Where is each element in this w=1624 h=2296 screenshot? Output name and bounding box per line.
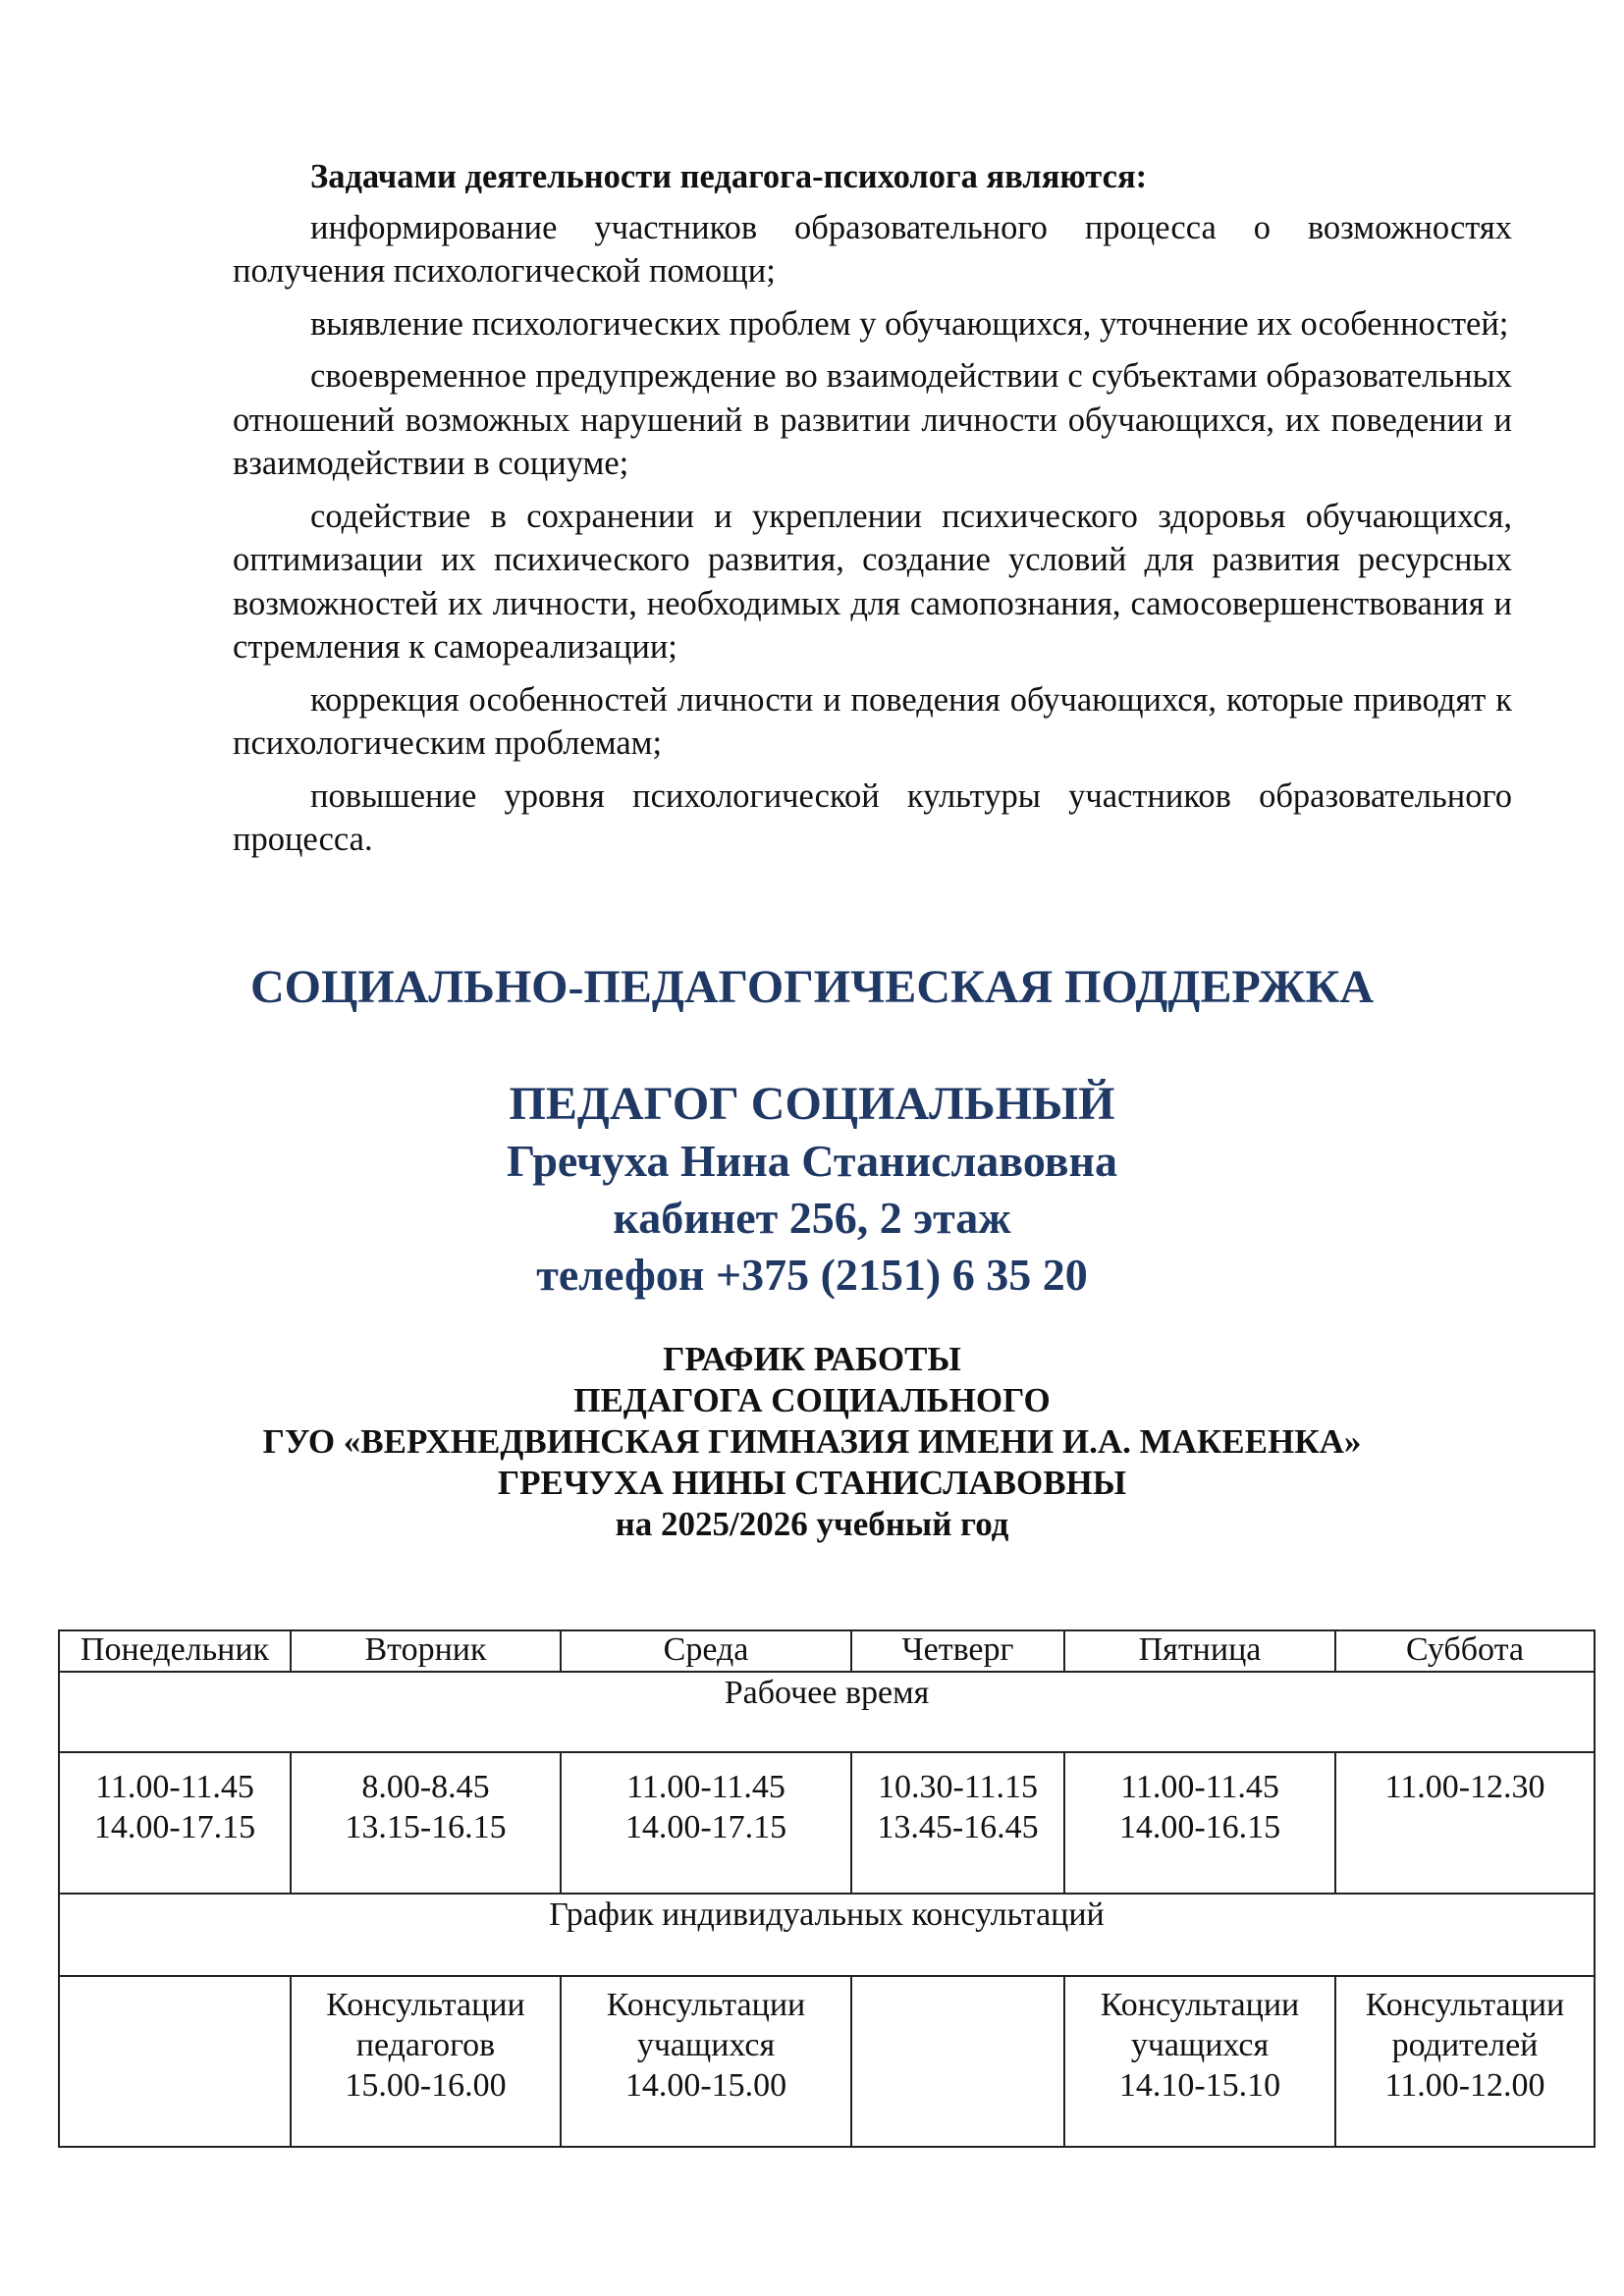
work-hours-cell — [851, 1752, 1064, 1894]
work-hours-cell — [561, 1752, 851, 1894]
consult-cell — [851, 1976, 1064, 2147]
schedule-title-line-2: ПЕДАГОГА СОЦИАЛЬНОГО — [573, 1381, 1051, 1419]
schedule-title-line-5: на 2025/2026 учебный год — [615, 1505, 1009, 1543]
work-hours-cell — [291, 1752, 561, 1894]
work-hours-line: 8.00-8.45 — [361, 1769, 490, 1805]
contact-room: кабинет 256, 2 этаж — [613, 1193, 1011, 1243]
contact-block — [0, 1076, 1624, 1304]
consult-line: Консультации — [606, 1987, 806, 2023]
work-time-label-row — [59, 1672, 1595, 1752]
task-item-5: коррекция особенностей личности и поведения обучающихся, которые приводят к психологическим проблемам; — [233, 680, 1512, 762]
work-hours-line: 14.00-16.15 — [1118, 1809, 1281, 1845]
work-hours-cell — [1064, 1752, 1335, 1894]
header-thursday: Четверг — [851, 1630, 1064, 1672]
consult-line: учащихся — [636, 2027, 776, 2063]
consult-line: 14.00-15.00 — [624, 2067, 787, 2104]
work-hours-line: 11.00-11.45 — [95, 1769, 254, 1805]
consult-line: учащихся — [1130, 2027, 1270, 2063]
schedule-title-line-1: ГРАФИК РАБОТЫ — [663, 1340, 961, 1378]
consult-label-row — [59, 1894, 1595, 1976]
header-saturday: Суббота — [1335, 1630, 1595, 1672]
header-tuesday: Вторник — [291, 1630, 561, 1672]
task-item-2: выявление психологических проблем у обучающихся, уточнение их особенностей; — [310, 304, 1509, 343]
work-hours-line: 13.45-16.45 — [877, 1809, 1039, 1845]
consult-line: педагогов — [355, 2027, 496, 2063]
consult-cell — [1064, 1976, 1335, 2147]
consult-cell — [291, 1976, 561, 2147]
header-wednesday: Среда — [561, 1630, 851, 1672]
consult-line: 15.00-16.00 — [345, 2067, 507, 2104]
schedule-title-line-3: ГУО «ВЕРХНЕДВИНСКАЯ ГИМНАЗИЯ ИМЕНИ И.А. МАКЕЕНКА» — [262, 1422, 1362, 1461]
header-monday: Понедельник — [59, 1630, 291, 1672]
task-item-1: информирование участников образовательного процесса о возможностях получения психологической помощи; — [233, 208, 1512, 290]
consult-line: 11.00-12.00 — [1384, 2067, 1545, 2104]
consult-label: График индивидуальных консультаций — [59, 1894, 1595, 1976]
consult-cell — [561, 1976, 851, 2147]
work-time-label: Рабочее время — [59, 1672, 1595, 1752]
consult-row — [59, 1976, 1595, 2147]
section-title: СОЦИАЛЬНО-ПЕДАГОГИЧЕСКАЯ ПОДДЕРЖКА — [249, 961, 1375, 1013]
work-hours-line: 11.00-11.45 — [626, 1769, 785, 1805]
work-hours-line: 10.30-11.15 — [877, 1769, 1039, 1805]
work-hours-cell — [59, 1752, 291, 1894]
work-hours-line: 14.00-17.15 — [624, 1809, 787, 1845]
schedule-title — [0, 1339, 1624, 1545]
work-hours-line: 11.00-12.30 — [1384, 1769, 1545, 1805]
contact-phone: телефон +375 (2151) 6 35 20 — [536, 1250, 1088, 1300]
tasks-heading: Задачами деятельности педагога-психолога являются: — [310, 158, 1148, 195]
consult-line: родителей — [1391, 2027, 1539, 2063]
consult-line: Консультации — [326, 1987, 525, 2023]
work-hours-row — [59, 1752, 1595, 1894]
tasks-block — [233, 155, 1512, 871]
work-hours-line: 13.15-16.15 — [345, 1809, 507, 1845]
consult-line: Консультации — [1365, 1987, 1565, 2023]
table-header-row — [59, 1630, 1595, 1672]
consult-line: 14.10-15.10 — [1118, 2067, 1281, 2104]
work-hours-line: 14.00-17.15 — [93, 1809, 256, 1845]
work-hours-cell — [1335, 1752, 1595, 1894]
task-item-6: повышение уровня психологической культуры участников образовательного процесса. — [233, 776, 1512, 858]
consult-cell — [59, 1976, 291, 2147]
task-item-3: своевременное предупреждение во взаимодействии с субъектами образовательных отношений возможных нарушений в развитии личности обучающихся, их поведении и взаимодействии в социуме; — [233, 357, 1512, 482]
consult-line: Консультации — [1100, 1987, 1300, 2023]
contact-role: ПЕДАГОГ СОЦИАЛЬНЫЙ — [509, 1078, 1115, 1130]
header-friday: Пятница — [1064, 1630, 1335, 1672]
consult-cell — [1335, 1976, 1595, 2147]
schedule-title-line-4: ГРЕЧУХА НИНЫ СТАНИСЛАВОВНЫ — [497, 1464, 1127, 1502]
contact-name: Гречуха Нина Станиславовна — [506, 1136, 1118, 1186]
task-item-4: содействие в сохранении и укреплении психического здоровья обучающихся, оптимизации их психического развития, создание условий для развития ресурсных возможностей их личности, необходимых для самопознания, самосовершенствования и стремления к самореализации; — [233, 497, 1512, 666]
schedule-table — [58, 1629, 1596, 2148]
work-hours-line: 11.00-11.45 — [1120, 1769, 1279, 1805]
